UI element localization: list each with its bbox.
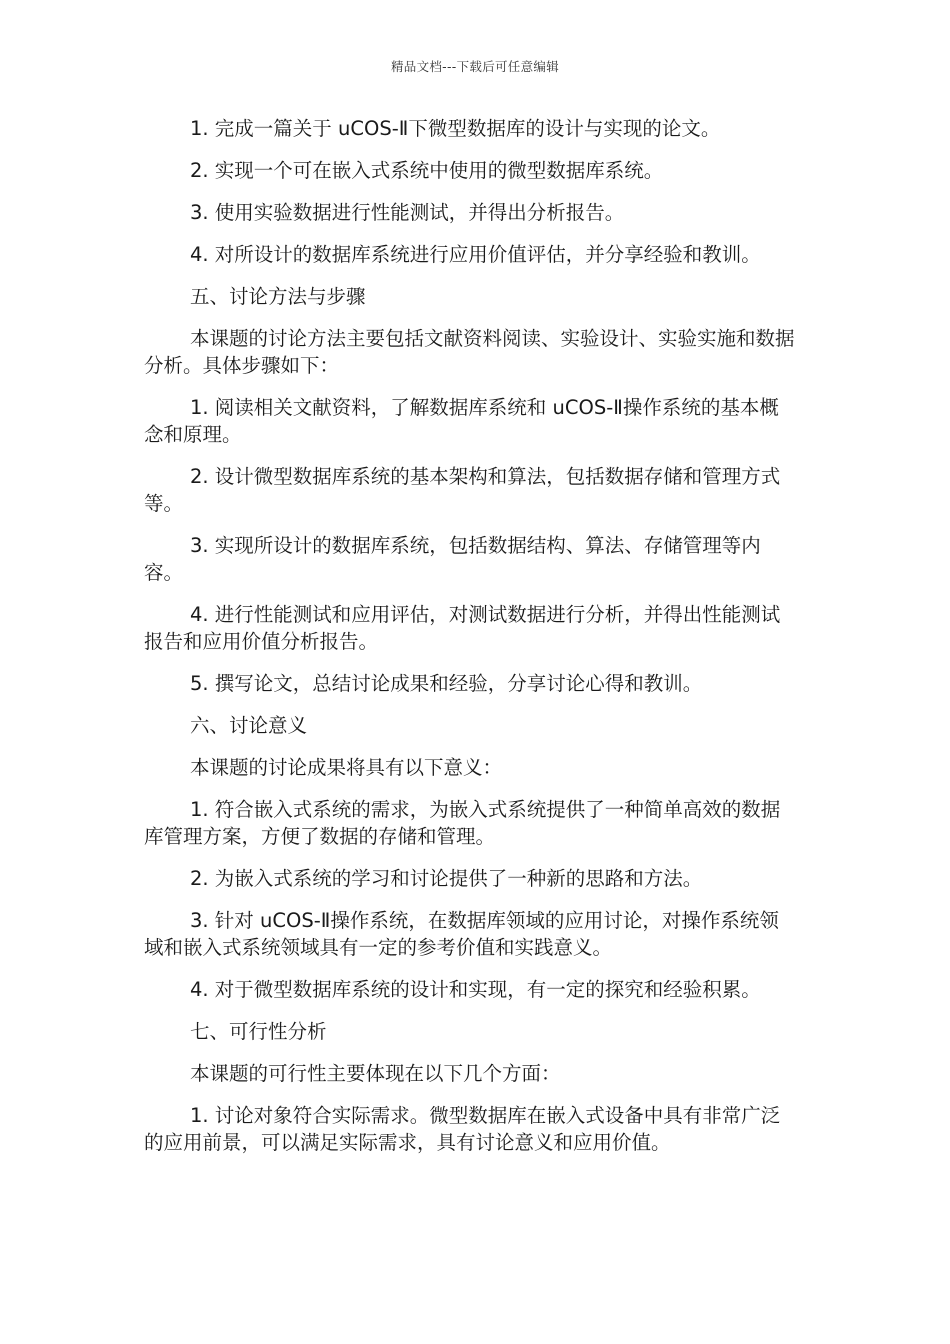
- section-heading-feasibility: 七、可行性分析: [190, 1020, 327, 1043]
- paragraph-step-5: 5. 撰写论文，总结讨论成果和经验，分享讨论心得和教训。: [190, 672, 703, 695]
- paragraph-goal-3: 3. 使用实验数据进行性能测试，并得出分析报告。: [190, 201, 625, 224]
- paragraph-step-4: 4. 进行性能测试和应用评估，对测试数据进行分析，并得出性能测试报告和应用价值分析报告。: [144, 603, 781, 653]
- paragraph-goal-1: 1. 完成一篇关于 uCOS-Ⅱ下微型数据库的设计与实现的论文。: [190, 117, 721, 140]
- paragraph-feasibility-1: 1. 讨论对象符合实际需求。微型数据库在嵌入式设备中具有非常广泛的应用前景，可以满足实际需求，具有讨论意义和应用价值。: [144, 1104, 781, 1154]
- paragraph-methods-intro: 本课题的讨论方法主要包括文献资料阅读、实验设计、实验实施和数据分析。具体步骤如下：: [144, 327, 795, 377]
- section-heading-significance: 六、讨论意义: [190, 714, 308, 737]
- paragraph-goal-4: 4. 对所设计的数据库系统进行应用价值评估，并分享经验和教训。: [190, 243, 761, 266]
- section-heading-methods: 五、讨论方法与步骤: [190, 285, 366, 308]
- paragraph-feasibility-intro: 本课题的可行性主要体现在以下几个方面：: [190, 1062, 561, 1085]
- paragraph-significance-2: 2. 为嵌入式系统的学习和讨论提供了一种新的思路和方法。: [190, 867, 703, 890]
- paragraph-significance-3: 3. 针对 uCOS-Ⅱ操作系统，在数据库领域的应用讨论，对操作系统领域和嵌入式系统领域具有一定的参考价值和实践意义。: [144, 909, 779, 959]
- paragraph-step-1: 1. 阅读相关文献资料，了解数据库系统和 uCOS-Ⅱ操作系统的基本概念和原理。: [144, 396, 779, 446]
- paragraph-significance-4: 4. 对于微型数据库系统的设计和实现，有一定的探究和经验积累。: [190, 978, 761, 1001]
- document-body: [144, 115, 798, 1171]
- paragraph-significance-1: 1. 符合嵌入式系统的需求，为嵌入式系统提供了一种简单高效的数据库管理方案，方便了数据的存储和管理。: [144, 798, 781, 848]
- paragraph-step-2: 2. 设计微型数据库系统的基本架构和算法，包括数据存储和管理方式等。: [144, 465, 781, 515]
- paragraph-step-3: 3. 实现所设计的数据库系统，包括数据结构、算法、存储管理等内容。: [144, 534, 761, 584]
- paragraph-significance-intro: 本课题的讨论成果将具有以下意义：: [190, 756, 503, 779]
- paragraph-goal-2: 2. 实现一个可在嵌入式系统中使用的微型数据库系统。: [190, 159, 664, 182]
- page-header: 精品文档---下载后可任意编辑: [390, 59, 560, 74]
